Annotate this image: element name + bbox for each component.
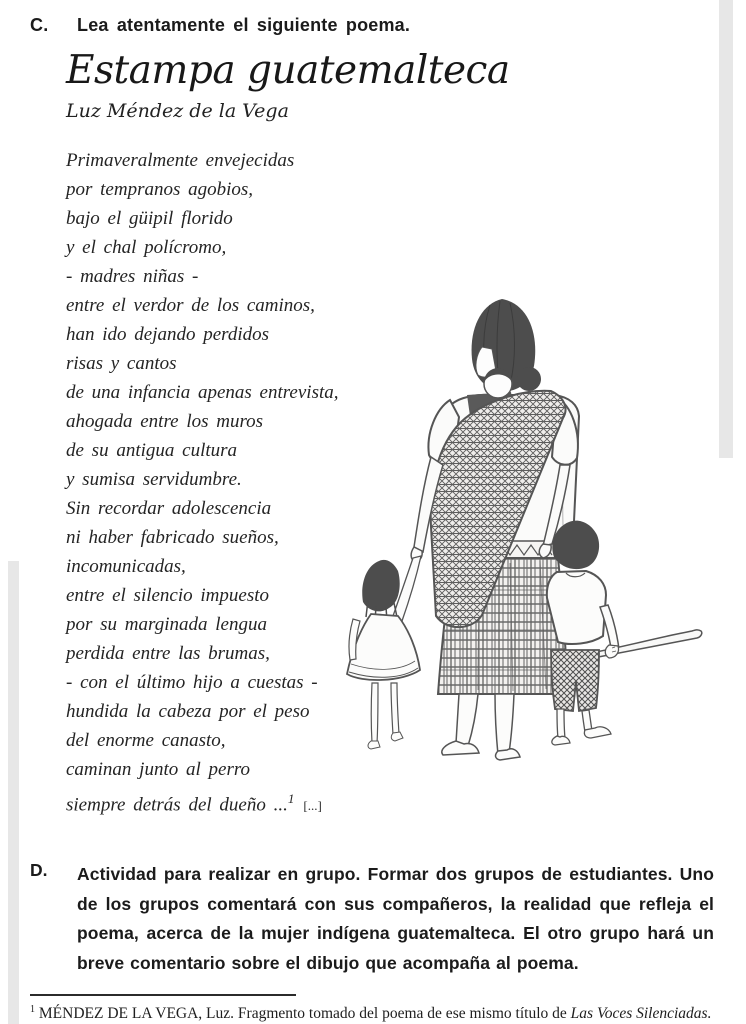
girl-left-leg: [371, 683, 378, 743]
poem-line: hundida la cabeza por el peso: [66, 701, 310, 722]
poem-line: bajo el güipil florido: [66, 208, 233, 229]
poem-last-line: [66, 784, 426, 820]
girl-right-leg: [391, 683, 399, 735]
footnote-marker: 1: [30, 1004, 35, 1015]
poem-line: entre el silencio impuesto: [66, 585, 269, 606]
poem-author: Luz Méndez de la Vega: [66, 100, 289, 122]
footnote-reference: 1: [287, 791, 295, 806]
girl-left-foot: [368, 741, 380, 749]
poem-title: Estampa guatemalteca: [66, 48, 510, 93]
footnote-work-title: Las Voces Silenciadas.: [570, 1005, 712, 1023]
scan-artifact-right: [719, 0, 733, 458]
poem-line: caminan junto al perro: [66, 759, 251, 780]
section-d-text: Actividad para realizar en grupo. Formar dos grupos de estudiantes. Uno de los grupos comentará con sus compañeros, la realidad que refleja el poema, acerca de la mujer indígena guatemalteca. El otro grupo hará un breve comentario sobre el dibujo que acompaña al poema.: [77, 864, 714, 973]
footnote-rule: [30, 994, 296, 996]
poem-line: han ido dejando perdidos: [66, 324, 270, 345]
poem-omission-mark: [...]: [303, 798, 322, 814]
section-c-text: Lea atentamente el siguiente poema.: [77, 15, 411, 35]
poem-line: del enorme canasto,: [66, 730, 226, 751]
boy-left-leg: [557, 709, 565, 738]
boy-figure: [547, 521, 702, 745]
poem-line: - madres niñas -: [66, 266, 199, 287]
poem-line: ahogada entre los muros: [66, 411, 264, 432]
poem-line: ni haber fabricado sueños,: [66, 527, 279, 548]
poem-line: risas y cantos: [66, 353, 177, 374]
girl-right-foot: [391, 732, 403, 741]
mother-right-leg: [495, 694, 514, 755]
poem-line: Sin recordar adolescencia: [66, 498, 272, 519]
poem-line: de su antigua cultura: [66, 440, 238, 461]
girl-figure: [347, 556, 421, 749]
poem-line: y el chal polícromo,: [66, 237, 227, 258]
poem-line: Primaveralmente envejecidas: [66, 150, 295, 171]
boy-hand: [605, 645, 618, 658]
poem-line: y sumisa servidumbre.: [66, 469, 242, 490]
mother-right-foot: [496, 749, 520, 760]
section-d-label: D.: [30, 860, 48, 880]
scan-artifact-left: [8, 561, 19, 1024]
footnote: [30, 1000, 722, 1024]
section-c-label: C.: [30, 15, 49, 35]
mother-left-foot: [442, 741, 479, 755]
boy-left-foot: [552, 736, 570, 745]
boy-pants: [551, 650, 599, 711]
poem-line: - con el último hijo a cuestas -: [66, 672, 318, 693]
boy-shirt: [547, 571, 606, 644]
poem-line: entre el verdor de los caminos,: [66, 295, 315, 316]
mother-hair-bun: [517, 367, 541, 391]
poem-illustration: [330, 285, 710, 765]
poem-line: incomunicadas,: [66, 556, 186, 577]
mother-left-leg: [456, 694, 478, 746]
poem-last-line-text: siempre detrás del dueño ...: [66, 794, 288, 816]
poem-line: por su marginada lengua: [66, 614, 267, 635]
poem-line: perdida entre las brumas,: [66, 643, 270, 664]
poem-line: por tempranos agobios,: [66, 179, 254, 200]
poem-line: de una infancia apenas entrevista,: [66, 382, 339, 403]
footnote-text: MÉNDEZ DE LA VEGA, Luz. Fragmento tomado del poema de ese mismo título de: [35, 1005, 571, 1023]
